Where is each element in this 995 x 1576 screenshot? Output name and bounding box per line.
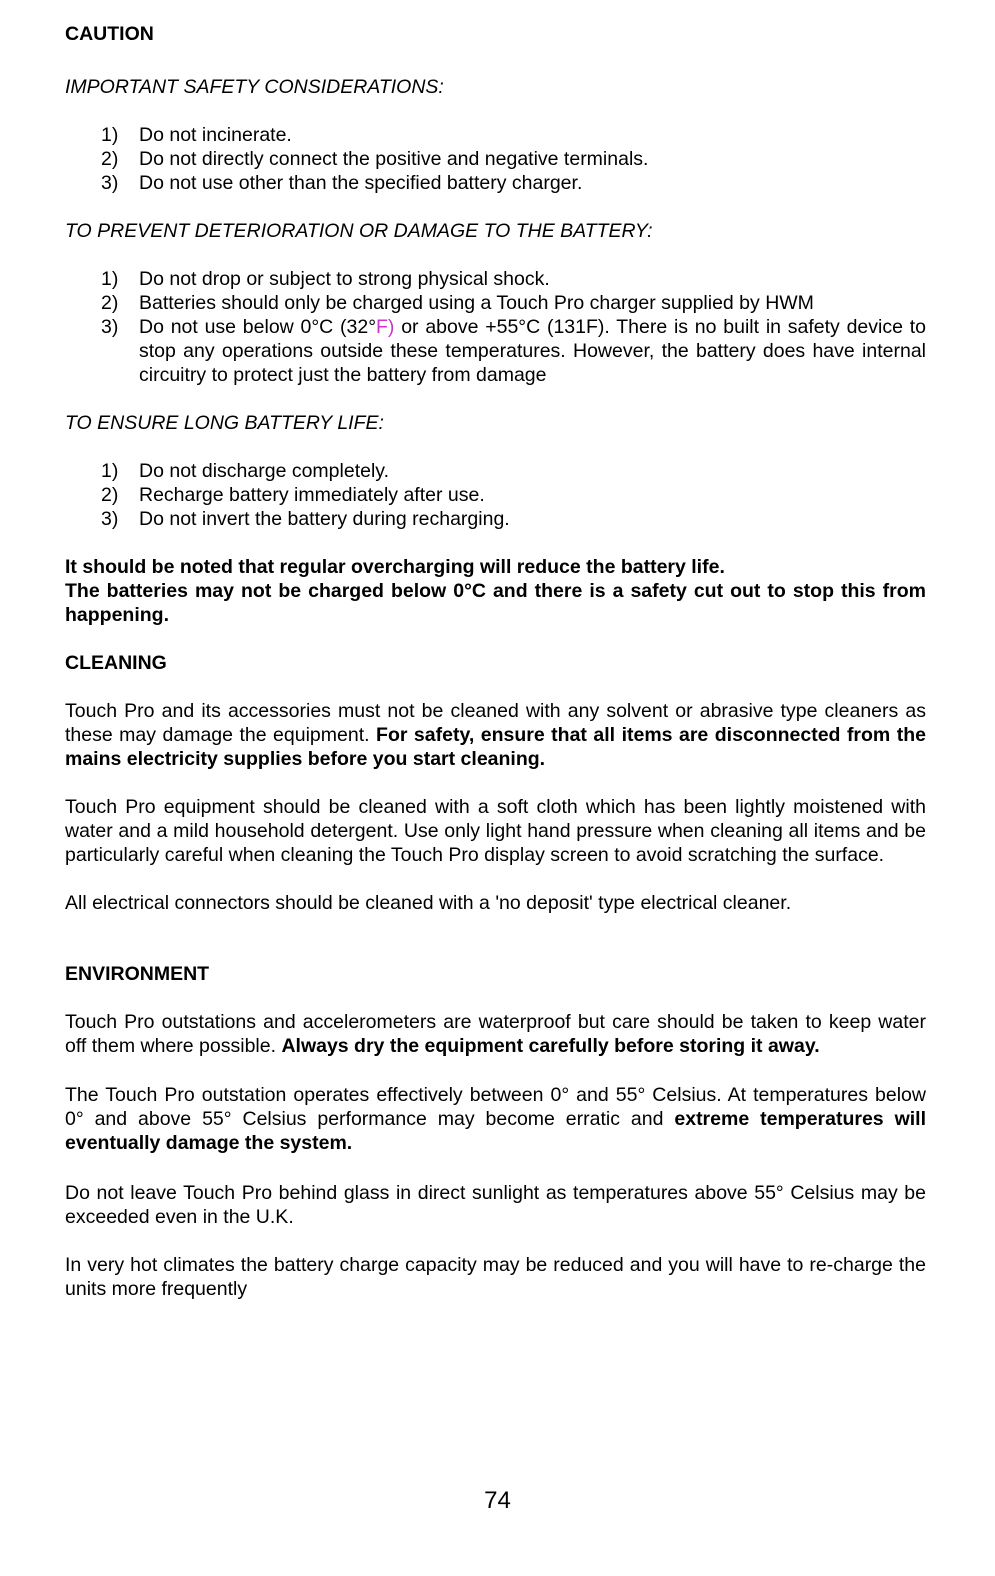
list-item: 1) Do not drop or subject to strong physical shock. — [101, 268, 550, 290]
environment-paragraph-3: Do not leave Touch Pro behind glass in direct sunlight as temperatures above 55° Celsius may be exceeded even in the U.K. — [65, 1182, 926, 1228]
environment-heading: ENVIRONMENT — [65, 963, 210, 985]
safety-heading: IMPORTANT SAFETY CONSIDERATIONS: — [65, 76, 444, 98]
list-item: 2) Do not directly connect the positive and negative terminals. — [101, 148, 649, 170]
life-heading: TO ENSURE LONG BATTERY LIFE: — [65, 412, 384, 434]
list-item: 1) Do not discharge completely. — [101, 460, 390, 482]
cleaning-paragraph-2: Touch Pro equipment should be cleaned with a soft cloth which has been lightly moistened with water and a mild household detergent. Use only light hand pressure when cleaning all items and be particularly careful when cleaning the Touch Pro display screen to avoid scratching the surface. — [65, 796, 926, 866]
damage-list — [65, 267, 926, 387]
list-item: 3) Do not invert the battery during recharging. — [101, 508, 510, 530]
charge-temperature-note: The batteries may not be charged below 0°C and there is a safety cut out to stop this from happening. — [65, 580, 926, 626]
list-item: 3) Do not use other than the specified battery charger. — [101, 172, 583, 194]
page-number: 74 — [484, 1487, 511, 1514]
list-item: 3) Do not use below 0°C (32°F) or above +55°C (131F). There is no built in safety device to stop any operations outside these temperatures. However, the battery does have internal circuitry to protect just the battery from damage — [101, 316, 926, 386]
list-item: 2) Recharge battery immediately after use. — [101, 484, 485, 506]
cleaning-paragraph-3: All electrical connectors should be cleaned with a 'no deposit' type electrical cleaner. — [65, 892, 792, 914]
caution-heading: CAUTION — [65, 23, 154, 45]
cleaning-paragraph-1: Touch Pro and its accessories must not be cleaned with any solvent or abrasive type cleaners as these may damage the equipment. For safety, ensure that all items are disconnected from the mains electricity supplies before you start cleaning. — [65, 700, 927, 770]
environment-paragraph-2: The Touch Pro outstation operates effectively between 0° and 55° Celsius. At temperatures below 0° and above 55° Celsius performance may become erratic and extreme temperatures will eventually damage the system. — [65, 1084, 926, 1154]
life-list — [65, 459, 926, 531]
overcharge-note: It should be noted that regular overcharging will reduce the battery life. — [65, 556, 725, 578]
page-content — [65, 22, 926, 1301]
cleaning-heading: CLEANING — [65, 652, 167, 674]
list-item: 2) Batteries should only be charged using a Touch Pro charger supplied by HWM — [101, 292, 814, 314]
environment-paragraph-4: In very hot climates the battery charge capacity may be reduced and you will have to re-charge the units more frequently — [65, 1254, 926, 1300]
list-item: 1) Do not incinerate. — [101, 124, 292, 146]
damage-heading: TO PREVENT DETERIORATION OR DAMAGE TO THE BATTERY: — [65, 220, 653, 242]
safety-list — [65, 123, 926, 195]
environment-paragraph-1: Touch Pro outstations and accelerometers are waterproof but care should be taken to keep water off them where possible. Always dry the equipment carefully before storing it away. — [65, 1011, 926, 1057]
